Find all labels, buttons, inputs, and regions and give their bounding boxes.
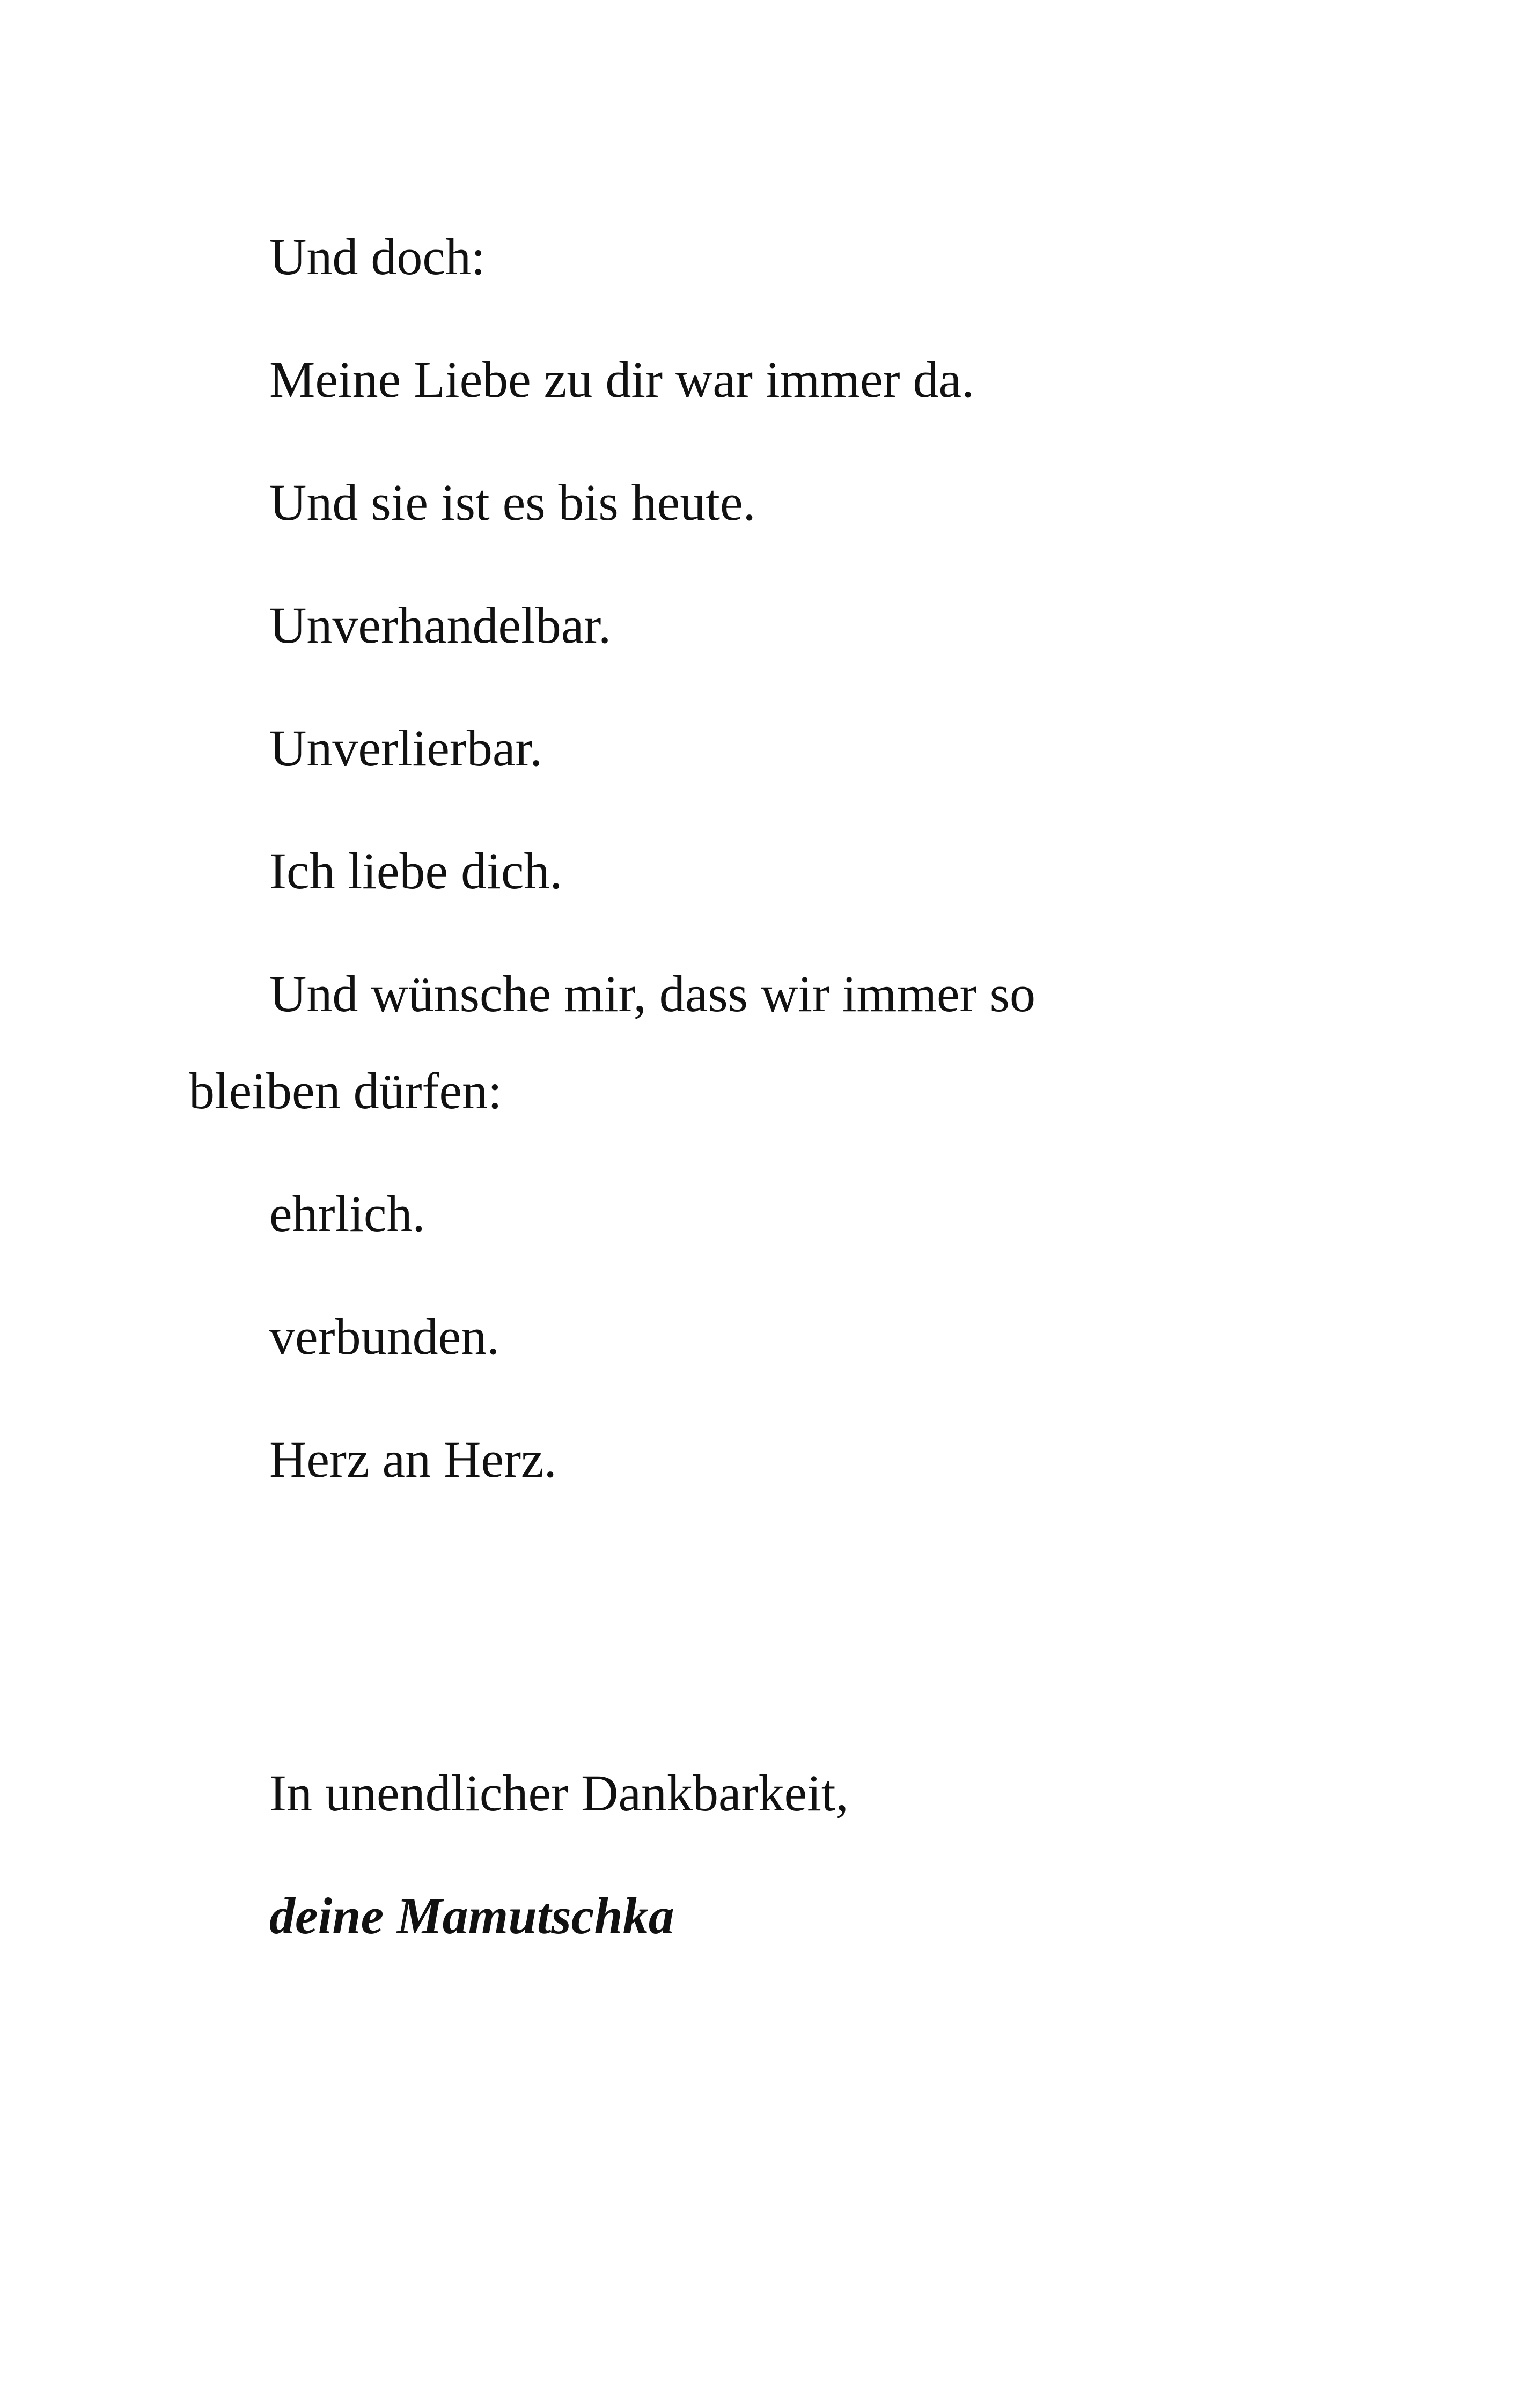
closing-line: In unendlicher Dankbarkeit, bbox=[269, 1764, 849, 1822]
signature: deine Mamutschka bbox=[269, 1887, 674, 1945]
text-line: Und sie ist es bis heute. bbox=[269, 474, 756, 531]
text-line: Und doch: bbox=[269, 228, 486, 285]
text-line: Meine Liebe zu dir war immer da. bbox=[269, 351, 975, 408]
letter-body bbox=[189, 208, 1316, 1990]
text-paragraph: Und wünsche mir, dass wir immer so bleiben dürfen: bbox=[189, 965, 1035, 1120]
text-line: Herz an Herz. bbox=[269, 1431, 557, 1488]
text-line: Unverhandelbar. bbox=[269, 597, 612, 654]
blank-space bbox=[189, 1534, 1316, 1744]
text-line: verbunden. bbox=[269, 1308, 500, 1365]
text-line: Ich liebe dich. bbox=[269, 842, 563, 900]
text-line: ehrlich. bbox=[269, 1185, 425, 1242]
text-line: Unverlierbar. bbox=[269, 719, 543, 777]
